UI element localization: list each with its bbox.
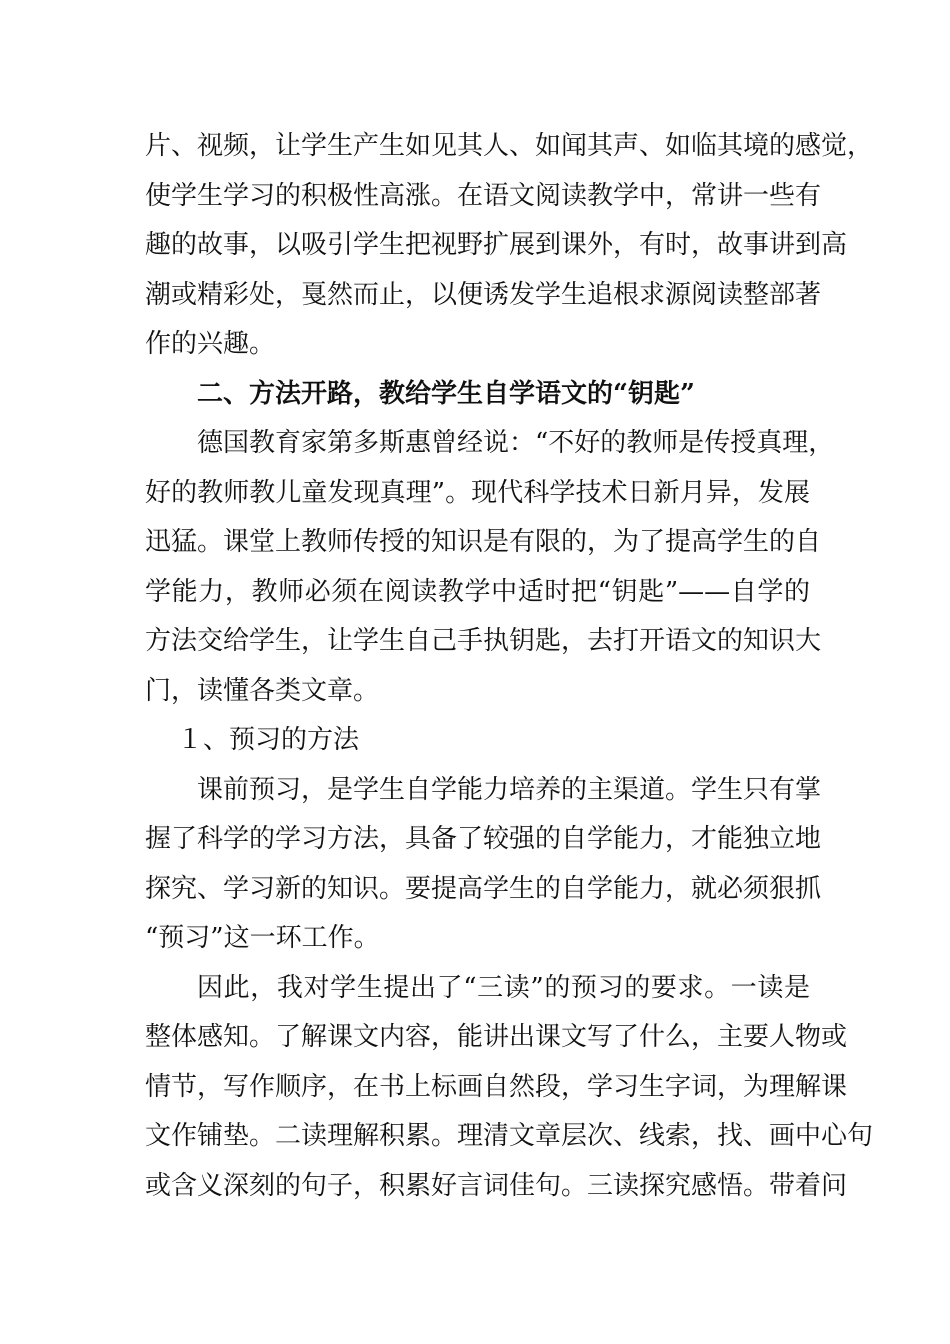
text-line: 方法交给学生，让学生自己手执钥匙，去打开语文的知识大 [145,626,822,656]
text-line: 使学生学习的积极性高涨。在语文阅读教学中，常讲一些有 [145,180,822,211]
subsection-heading: １、预习的方法 [177,725,360,755]
section-heading: 二、方法开路，教给学生自学语文的“钥匙” [197,378,695,409]
text-line: 趣的故事，以吸引学生把视野扩展到课外，有时，故事讲到高 [145,230,848,260]
text-line: 学能力，教师必须在阅读教学中适时把“钥匙”——自学的 [145,576,810,607]
text-line: 或含义深刻的句子，积累好言词佳句。三读探究感悟。带着问 [145,1170,848,1201]
text-line: 好的教师教儿童发现真理”。现代科学技术日新月异，发展 [145,477,810,508]
text-line: 德国教育家第多斯惠曾经说：“不好的教师是传授真理， [197,428,835,458]
text-line: 门，读懂各类文章。 [145,675,380,706]
text-line: 潮或精彩处，戛然而止，以便诱发学生追根求源阅读整部著 [145,279,822,310]
document-body [145,122,874,1211]
text-line: 情节，写作顺序，在书上标画自然段，学习生字词，为理解课 [145,1071,848,1102]
text-line: “预习”这一环工作。 [145,923,380,953]
text-line: 迅猛。课堂上教师传授的知识是有限的，为了提高学生的自 [145,527,822,557]
text-line: 握了科学的学习方法，具备了较强的自学能力，才能独立地 [145,824,822,854]
text-line: 因此，我对学生提出了“三读”的预习的要求。一读是 [197,972,810,1003]
text-line: 探究、学习新的知识。要提高学生的自学能力，就必须狠抓 [145,873,822,904]
text-line: 课前预习，是学生自学能力培养的主渠道。学生只有掌 [197,774,822,805]
text-line: 文作铺垫。二读理解积累。理清文章层次、线索，找、画中心句 [145,1121,874,1151]
text-line: 整体感知。了解课文内容，能讲出课文写了什么，主要人物或 [145,1022,848,1052]
text-line: 作的兴趣。 [145,329,276,359]
text-line: 片、视频，让学生产生如见其人、如闻其声、如临其境的感觉， [145,131,874,161]
